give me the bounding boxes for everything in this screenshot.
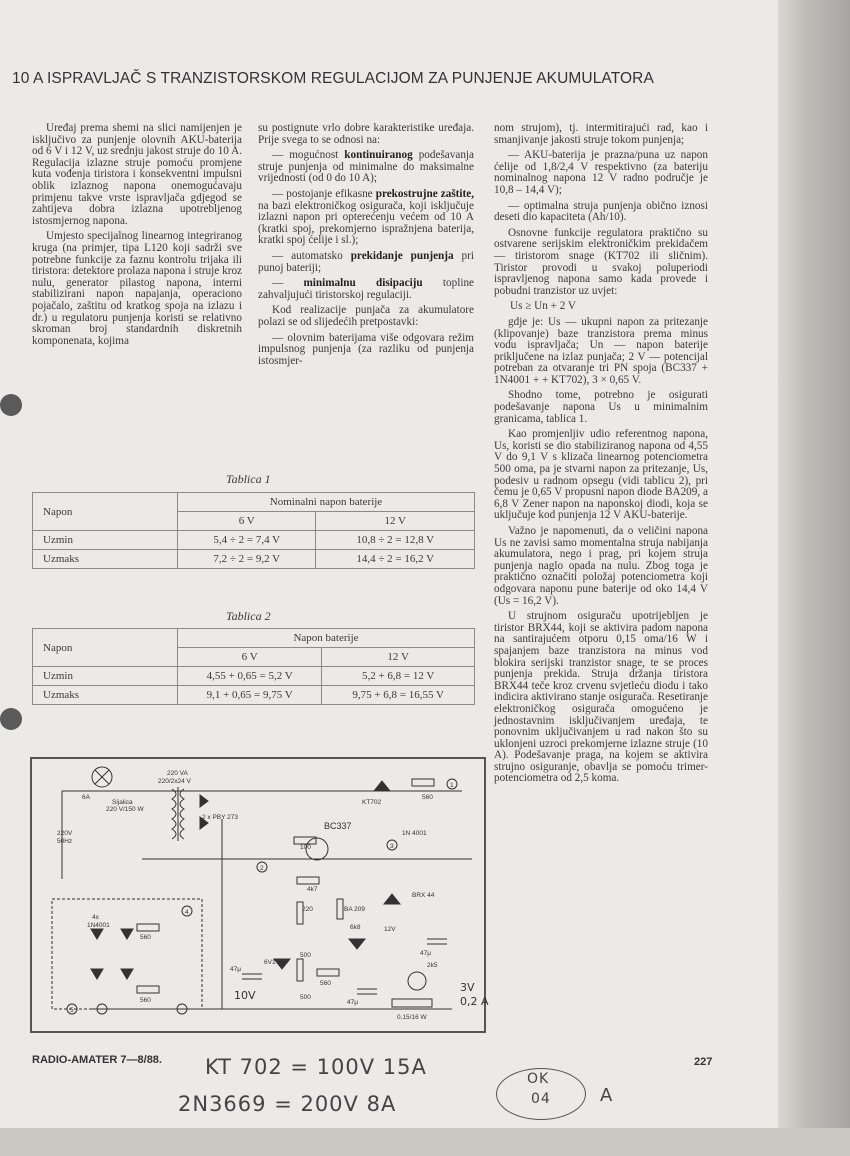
label-bridge: 2 x PBY 273 (202, 814, 239, 821)
node-1: 1 (450, 782, 454, 789)
paragraph: — AKU-baterija je prazna/puna uz napon ćelije od 1,8/2,4 V respektivno (za bateriju nominalnog napona 12 V radno područje je 10,8 – 14,4 V); (494, 149, 708, 196)
bullet-1: — mogućnost kontinuiranog podešavanja struje punjenja od minimalne do maksimalne vrijednosti (od 0 do 10 A); (258, 149, 474, 185)
circuit-schematic (30, 757, 489, 1033)
label-kt702: KT702 (362, 799, 382, 806)
paragraph: gdje je: Us — ukupni napon za pritezanje (klipovanje) baze tranzistora prema minus vodu ispravljača; Un — napon baterije priključene na izlaz punjača; 2 V — potencijal potreban za otvaranje tri PN spoja (BC337 + 1N4001 + + KT702), 3 × 0,65 V. (494, 315, 708, 386)
label-c47-b: 47μ (230, 966, 241, 973)
table-header: Napon (33, 493, 178, 531)
table-2 (32, 628, 475, 705)
label-lamp-rating: 220 V/150 W (106, 806, 144, 813)
table-row: Uzmin 5,4 ÷ 2 = 7,4 V 10,8 ÷ 2 = 12,8 V (33, 531, 475, 550)
binder-hole (0, 708, 22, 730)
paragraph: su postignute vrlo dobre karakteristike uređaja. Prije svega to se odnosi na: (258, 122, 474, 146)
paragraph: — optimalna struja punjenja obično iznosi deseti dio kapaciteta (Ah/10). (494, 199, 708, 224)
label-ba209: BA 209 (344, 906, 365, 913)
table-1 (32, 492, 475, 569)
label-brx44: BRX 44 (412, 892, 435, 899)
table-2-caption: Tablica 2 (226, 609, 271, 623)
paragraph: Shodno tome, potrebno je osigurati podešavanje napona Us u minimalnim granicama, tablica 1. (494, 389, 708, 425)
column-3 (494, 123, 708, 789)
node-2: 2 (260, 865, 264, 872)
label-r100: 100 (300, 844, 311, 851)
label-r6k8: 6k8 (350, 924, 361, 931)
paragraph: Kao promjenljiv udio referentnog napona, Us, koristi se dio stabiliziranog napona od 4,55 V do 9,1 V s klizača linearnog potenciometra 500 oma, pa je stvarni napon za pritezanje, Us, podesiv u radnom opsegu (vidi tablicu 2), pri čemu je 0,65 V propusni napon diode BA209, a 6,8 V Zener napon na naponskoj diodi, koja se uključuje kod punjenja 12 V AKU-baterije. (494, 428, 708, 522)
label-bc337: BC337 (324, 821, 352, 831)
handwritten-10v: 10V (234, 989, 256, 1002)
table-header: 12 V (322, 648, 475, 667)
column-2 (258, 123, 474, 371)
label-shunt: 0,15/16 W (397, 1014, 427, 1021)
paragraph: Osnovne funkcije regulatora praktično su ostvarene serijskim elektroničkim prekidačem — tiristorom snage (KT702 ili sličnim). Tiristor provodi u svakoj poluperiodi ispravljenog napona samo kada provede i pobudni tranzistor uz uvjet: (494, 226, 708, 297)
label-4x: 4x (92, 914, 99, 921)
label-12v: 12V (384, 926, 396, 933)
page-number: 227 (694, 1056, 713, 1068)
label-220va: 220 VA (167, 770, 188, 777)
handwritten-3v: 3V (460, 981, 475, 994)
label-fuse: 6A (82, 794, 90, 801)
label-1n4001: 1N 4001 (402, 830, 427, 837)
paragraph: nom strujom), tj. intermitirajući rad, kao i smanjivanje jakosti struje tokom punjenja; (494, 122, 708, 146)
handwritten-note-2: 2N3669 = 200V 8A (178, 1092, 397, 1116)
label-4x-type: 1N4001 (87, 922, 110, 929)
handwritten-0-2a: 0,2 A (460, 995, 489, 1008)
page-bottom-shadow (0, 1128, 850, 1156)
table-row: Uzmin 4,55 + 0,65 = 5,2 V 5,2 + 6,8 = 12 V (33, 667, 475, 686)
table-header: 12 V (316, 512, 475, 531)
label-r560-d: 560 (320, 980, 331, 987)
label-r500: 500 (300, 952, 311, 959)
label-r220: 220 (302, 906, 313, 913)
label-lamp: Sijalica (112, 799, 133, 806)
formula: Us ≥ Un + 2 V (510, 300, 577, 313)
oval-tail-text: A (600, 1085, 614, 1106)
table-header: 6 V (178, 648, 322, 667)
paragraph: U strujnom osiguraču upotrijebljen je tiristor BRX44, koji se aktivira padom napona na santirajućem otporu 0,15 oma/16 W i spajanjem baze tranzistora na minus vod blokira serijski tranzistor snage, te se proces punjenja prekida. Struja držanja tiristora BRX44 teče kroz crvenu svjetleću diodu i tako indicira aktivirano stanje osigurača. Resetiranje elektroničkog osigurača omogućeno je jednostavnim isključivanjem uređaja, te ponovnim uključivanjem u rad nakon što su uklonjeni uzroci prekomjerne izlazne struje (10 A). Podešavanje praga, na kojem se aktivira strujno osiguranje, obavlja se pomoću trimer-potenciometra od 2,5 koma. (494, 610, 708, 785)
node-3: 3 (390, 843, 394, 850)
bullet-3: — automatsko prekidanje punjenja pri punoj bateriji; (258, 249, 474, 274)
bullet-2: — postojanje efikasne prekostrujne zaštite, na bazi elektroničkog osigurača, koji isključuje izlazni napon pri opterećenju većem od 10 A (kratki spoj, prekomjerno ispražnjena baterija, kratki spoj ćelije i sl.); (258, 187, 474, 247)
label-c47: 47μ (420, 950, 431, 957)
label-transformer: 220/2x24 V (158, 778, 191, 785)
page-edge-shadow (778, 0, 850, 1156)
label-r560: 560 (422, 794, 433, 801)
handwritten-oval (496, 1068, 586, 1120)
label-frequency: 50Hz (57, 838, 73, 845)
label-r560-c: 560 (140, 997, 151, 1004)
label-r560-b: 560 (140, 934, 151, 941)
label-6v1: 6V1 (264, 959, 276, 966)
label-r4k7: 4k7 (307, 886, 318, 893)
bullet-4: — minimalnu disipaciju toplinе zahvaljujući tiristorskoj regulaciji. (258, 277, 475, 301)
table-row: Uzmaks 7,2 ÷ 2 = 9,2 V 14,4 ÷ 2 = 16,2 V (33, 550, 475, 569)
label-r2k5: 2k5 (427, 962, 438, 969)
label-mains: 220V (57, 830, 73, 837)
table-header: Napon (33, 629, 178, 667)
paragraph: Uređaj prema shemi na slici namijenjen je isključivo za punjenje olovnih AKU-baterija od 6 V i 12 V, uz srednju jakost struje do 10 A. Regulacija izlazne struje pomoću promjene kuta vođenja tiristora i konsekventni impulsni oblik izlaznog napona onemogućavaju primjenu takve vrste ispravljača gdjegod se zahtijeva dobra izlazna upotrebljenog istosmjernog napona. (32, 122, 242, 227)
oval-top-text: OK (527, 1071, 550, 1087)
table-header: Napon baterije (178, 629, 475, 648)
table-header: 6 V (178, 512, 316, 531)
paragraph: Umjesto specijalnog linearnog integriranog kruga (na primjer, tipa L120 koji sadrži sve potrebne funkcije za faznu kontrolu trijaka ili tiristora: detektore prolaza napona i struje kroz nulu, generator pilastog napona, interni stabilizirani napon napajanja, operaciono pojačalo, zaštitu od kratkog spoja na izlazu i dr.) u regulatoru punjenja koristi se relativno skroman broj standardnih diskretnih komponenata, kojima (32, 230, 242, 347)
table-header: Nominalni napon baterije (178, 493, 475, 512)
label-c47-c: 47μ (347, 999, 358, 1006)
paragraph: — olovnim baterijama više odgovara režim impulsnog punjenja (za razliku od punjenja istosmjer- (258, 331, 474, 367)
article-title: 10 A ISPRAVLJAČ S TRANZISTORSKOM REGULACIJOM ZA PUNJENJE AKUMULATORA (12, 70, 654, 87)
node-4: 4 (185, 909, 189, 916)
node-5: 5 (70, 1007, 74, 1014)
column-1 (32, 123, 242, 351)
oval-bottom-text: 04 (531, 1091, 551, 1107)
table-row: Uzmaks 9,1 + 0,65 = 9,75 V 9,75 + 6,8 = 16,55 V (33, 686, 475, 705)
paragraph: Kod realizacije punjača za akumulatore polazi se od slijedećih pretpostavki: (258, 304, 474, 328)
label-r500-b: 500 (300, 994, 311, 1001)
handwritten-note-1: KT 702 = 100V 15A (205, 1055, 427, 1079)
journal-footer: RADIO-AMATER 7—8/88. (32, 1054, 162, 1066)
binder-hole (0, 394, 22, 416)
table-1-caption: Tablica 1 (226, 472, 271, 486)
paragraph: Važno je napomenuti, da o veličini napona Us ne zavisi samo momentalna struja nabijanja akumulatora, nego i prag, pri kojem struja punjenja naglo opada na nulu. Zbog toga je praktično označiti položaj potenciometra koji odgovara naponu pune baterije od oko 14,4 V (Us = 16,2 V). (494, 525, 708, 607)
